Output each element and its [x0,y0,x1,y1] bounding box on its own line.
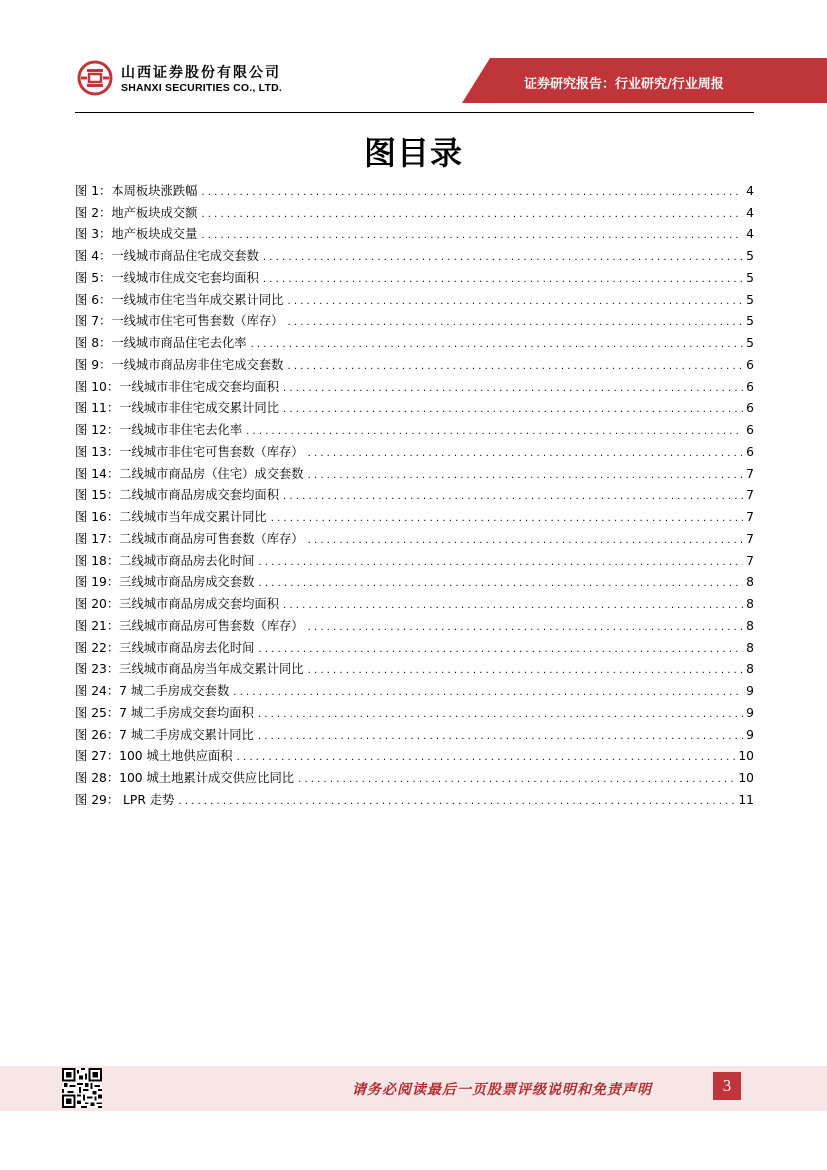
toc-entry[interactable] [75,331,754,353]
toc-entry-page: 4 [746,205,754,220]
toc-dot-leader [283,398,743,418]
page-header [0,0,827,112]
toc-entry-page: 5 [746,249,754,263]
toc-entry-label: 图 18：二线城市商品房去化时间 [75,553,255,568]
toc-dot-leader [308,659,744,679]
toc-entry[interactable] [75,766,754,788]
toc-entry[interactable] [75,592,754,614]
toc-entry[interactable] [75,527,754,549]
toc-dot-leader [233,681,743,701]
toc-entry-label: 图 17：二线城市商品房可售套数（库存） [75,531,304,546]
toc-entry-page: 5 [746,270,754,285]
toc-entry-page: 6 [746,444,754,459]
qr-code-icon [62,1068,102,1108]
toc-dot-leader [246,420,743,440]
toc-entry-label: 图 11：一线城市非住宅成交累计同比 [75,401,280,416]
toc-entry-label: 图 29： LPR 走势 [75,792,175,807]
toc-entry-page: 7 [746,466,754,481]
toc-entry-page: 8 [746,597,754,611]
toc-entry[interactable] [75,179,754,201]
toc-entry-label: 图 6：一线城市住宅当年成交累计同比 [75,292,284,307]
toc-entry-page: 7 [746,510,754,524]
toc-entry[interactable] [75,353,754,375]
toc-entry-page: 8 [746,575,754,590]
company-logo-icon [77,60,113,96]
footer-disclaimer: 请务必阅读最后一页股票评级说明和免责声明 [352,1082,652,1098]
toc-dot-leader [201,224,743,244]
toc-entry-page: 5 [746,314,754,329]
toc-entry[interactable] [75,723,754,745]
toc-dot-leader [287,355,743,375]
toc-dot-leader [283,485,743,505]
toc-entry-label: 图 1：本周板块涨跌幅 [75,183,198,198]
toc-dot-leader [258,572,743,592]
toc-dot-leader [263,246,743,266]
toc-entry-label: 图 19：三线城市商品房成交套数 [75,575,255,590]
figure-table-of-contents [75,179,754,810]
toc-entry-label: 图 7：一线城市住宅可售套数（库存） [75,314,284,329]
toc-entry[interactable] [75,788,754,810]
toc-entry[interactable] [75,223,754,245]
toc-entry-label: 图 8：一线城市商品住宅去化率 [75,336,247,350]
toc-entry-page: 6 [746,423,754,437]
toc-entry-label: 图 4：一线城市商品住宅成交套数 [75,249,259,263]
toc-dot-leader [298,768,735,788]
toc-entry-page: 5 [746,292,754,307]
toc-entry[interactable] [75,679,754,701]
toc-entry-label: 图 27：100 城土地供应面积 [75,749,233,764]
toc-entry-label: 图 20：三线城市商品房成交套均面积 [75,597,280,611]
toc-entry[interactable] [75,745,754,767]
page-title: 图目录 [363,134,463,172]
toc-entry-label: 图 22：三线城市商品房去化时间 [75,640,255,655]
toc-dot-leader [178,790,735,810]
toc-entry-label: 图 2：地产板块成交额 [75,205,198,220]
toc-dot-leader [308,464,744,484]
toc-entry-label: 图 25：7 城二手房成交套均面积 [75,705,254,720]
toc-entry-page: 9 [746,727,754,742]
toc-entry[interactable] [75,266,754,288]
toc-dot-leader [258,551,743,571]
toc-entry-page: 6 [746,357,754,372]
toc-entry-page: 7 [746,531,754,546]
toc-entry[interactable] [75,658,754,680]
toc-entry-label: 图 10：一线城市非住宅成交套均面积 [75,379,280,394]
toc-entry[interactable] [75,614,754,636]
toc-entry-label: 图 21：三线城市商品房可售套数（库存） [75,618,304,633]
toc-dot-leader [271,507,743,527]
toc-entry[interactable] [75,397,754,419]
toc-entry[interactable] [75,440,754,462]
page-number: 3 [713,1072,741,1100]
toc-entry-label: 图 3：地产板块成交量 [75,227,198,242]
toc-entry[interactable] [75,244,754,266]
toc-entry-label: 图 23：三线城市商品房当年成交累计同比 [75,662,304,677]
toc-dot-leader [283,377,743,397]
toc-entry-page: 5 [746,336,754,350]
toc-entry-page: 9 [746,705,754,720]
toc-entry-page: 4 [746,227,754,242]
toc-dot-leader [251,333,744,353]
toc-dot-leader [237,746,736,766]
report-type-label: 证券研究报告：行业研究/行业周报 [524,77,724,92]
toc-entry[interactable] [75,549,754,571]
toc-entry[interactable] [75,201,754,223]
toc-dot-leader [201,181,743,201]
toc-entry-label: 图 14：二线城市商品房（住宅）成交套数 [75,466,304,481]
toc-entry-page: 8 [746,618,754,633]
toc-dot-leader [258,703,743,723]
toc-entry-page: 10 [738,749,754,764]
toc-entry-label: 图 15：二线城市商品房成交套均面积 [75,488,280,503]
toc-dot-leader [287,311,743,331]
toc-entry-page: 8 [746,640,754,655]
toc-dot-leader [308,529,744,549]
toc-entry-label: 图 16：二线城市当年成交累计同比 [75,510,267,524]
toc-entry[interactable] [75,571,754,593]
toc-dot-leader [263,268,743,288]
toc-entry-label: 图 24：7 城二手房成交套数 [75,684,230,698]
toc-entry[interactable] [75,484,754,506]
toc-entry[interactable] [75,701,754,723]
toc-entry-label: 图 28：100 城土地累计成交供应比同比 [75,771,295,785]
toc-entry[interactable] [75,288,754,310]
header-divider [75,112,754,113]
toc-dot-leader [258,725,743,745]
toc-dot-leader [308,442,744,462]
toc-dot-leader [287,290,743,310]
toc-entry-page: 4 [746,183,754,198]
toc-entry-page: 6 [746,401,754,416]
toc-dot-leader [258,638,743,658]
toc-entry-page: 6 [746,379,754,394]
toc-entry[interactable] [75,505,754,527]
toc-entry-page: 10 [738,771,754,785]
toc-entry-label: 图 26：7 城二手房成交累计同比 [75,727,254,742]
toc-entry-label: 图 12：一线城市非住宅去化率 [75,423,243,437]
toc-entry-label: 图 13：一线城市非住宅可售套数（库存） [75,444,304,459]
toc-entry-page: 9 [746,684,754,698]
toc-entry-page: 11 [738,792,754,807]
toc-dot-leader [283,594,743,614]
toc-entry[interactable] [75,310,754,332]
toc-entry[interactable] [75,636,754,658]
toc-entry-page: 7 [746,553,754,568]
toc-entry[interactable] [75,462,754,484]
toc-entry-label: 图 9：一线城市商品房非住宅成交套数 [75,357,284,372]
toc-entry-label: 图 5：一线城市住成交宅套均面积 [75,270,259,285]
toc-dot-leader [308,616,744,636]
toc-entry[interactable] [75,418,754,440]
company-name-en: SHANXI SECURITIES CO., LTD. [121,82,282,94]
company-name-cn: 山西证券股份有限公司 [121,65,281,81]
toc-entry-page: 8 [746,662,754,677]
toc-dot-leader [201,203,743,223]
toc-entry[interactable] [75,375,754,397]
toc-entry-page: 7 [746,488,754,503]
